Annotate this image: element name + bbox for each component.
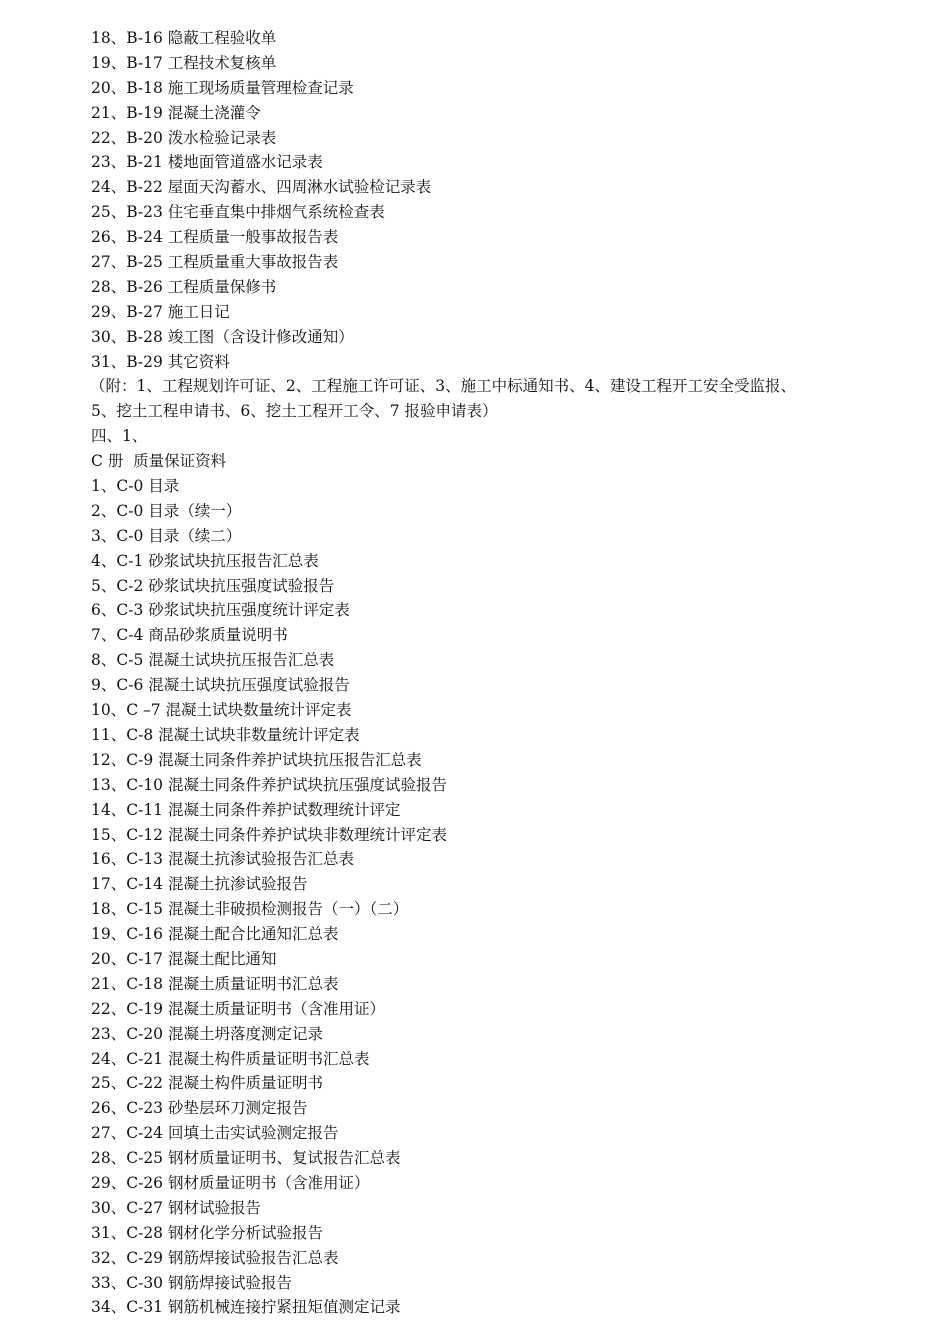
list-item: 27、C-24 回填土击实试验测定报告 <box>91 1124 339 1143</box>
list-item: 23、C-20 混凝土坍落度测定记录 <box>91 1024 323 1043</box>
list-item: 24、B-22 屋面天沟蓄水、四周淋水试验检记录表 <box>91 178 432 197</box>
list-item: 28、C-25 钢材质量证明书、复试报告汇总表 <box>91 1149 401 1168</box>
list-item: 29、B-27 施工日记 <box>91 302 230 321</box>
list-item: 19、B-17 工程技术复核单 <box>91 53 277 72</box>
list-item: 23、B-21 楼地面管道盛水记录表 <box>91 153 323 172</box>
list-item: 14、C-11 混凝土同条件养护试数理统计评定 <box>91 800 401 819</box>
list-item: 19、C-16 混凝土配合比通知汇总表 <box>91 925 339 944</box>
list-item: 15、C-12 混凝土同条件养护试块非数理统计评定表 <box>91 825 447 844</box>
list-item: 34、C-31 钢筋机械连接拧紧扭矩值测定记录 <box>91 1298 401 1317</box>
list-item: 21、B-19 混凝土浇灌令 <box>91 103 261 122</box>
list-item: 20、C-17 混凝土配比通知 <box>91 949 277 968</box>
list-item: 7、C-4 商品砂浆质量说明书 <box>91 626 288 645</box>
list-item: 18、B-16 隐蔽工程验收单 <box>91 29 277 47</box>
list-item: 26、B-24 工程质量一般事故报告表 <box>91 228 339 247</box>
list-item: 21、C-18 混凝土质量证明书汇总表 <box>91 974 339 993</box>
list-item: 30、C-27 钢材试验报告 <box>91 1198 261 1217</box>
list-item: 2、C-0 目录（续一） <box>91 501 242 520</box>
list-item: 28、B-26 工程质量保修书 <box>91 277 277 296</box>
list-item: 4、C-1 砂浆试块抗压报告汇总表 <box>91 551 319 570</box>
list-item: 20、B-18 施工现场质量管理检查记录 <box>91 78 354 97</box>
list-item: 30、B-28 竣工图（含设计修改通知） <box>91 327 354 346</box>
document-body <box>91 26 891 1320</box>
appendix-note-continued: 5、挖土工程申请书、6、挖土工程开工令、7 报验申请表） <box>91 402 498 421</box>
list-item: 8、C-5 混凝土试块抗压报告汇总表 <box>91 651 335 670</box>
list-item: 31、C-28 钢材化学分析试验报告 <box>91 1223 323 1242</box>
list-item: 10、C –7 混凝土试块数量统计评定表 <box>91 701 352 720</box>
list-item: 12、C-9 混凝土同条件养护试块抗压报告汇总表 <box>91 750 422 769</box>
list-item: 11、C-8 混凝土试块非数量统计评定表 <box>91 725 360 744</box>
appendix-note: （附：1、工程规划许可证、2、工程施工许可证、3、施工中标通知书、4、建设工程开工安全受监报、 <box>90 377 796 396</box>
list-item: 25、B-23 住宅垂直集中排烟气系统检查表 <box>91 203 385 222</box>
list-item: 26、C-23 砂垫层环刀测定报告 <box>91 1099 308 1118</box>
list-item: 18、C-15 混凝土非破损检测报告（一）（二） <box>91 900 409 919</box>
list-item: 22、B-20 泼水检验记录表 <box>91 128 277 147</box>
list-item: 27、B-25 工程质量重大事故报告表 <box>91 253 339 272</box>
list-item: 25、C-22 混凝土构件质量证明书 <box>91 1074 323 1093</box>
list-item: 9、C-6 混凝土试块抗压强度试验报告 <box>91 676 350 695</box>
list-item: 3、C-0 目录（续二） <box>91 526 242 545</box>
list-item: 5、C-2 砂浆试块抗压强度试验报告 <box>91 576 335 595</box>
list-item: 17、C-14 混凝土抗渗试验报告 <box>91 875 308 894</box>
list-item: 13、C-10 混凝土同条件养护试块抗压强度试验报告 <box>91 775 447 794</box>
list-item: 33、C-30 钢筋焊接试验报告 <box>91 1273 292 1292</box>
list-item: 22、C-19 混凝土质量证明书（含准用证） <box>91 999 385 1018</box>
list-item: 31、B-29 其它资料 <box>91 352 230 371</box>
section-heading: C 册 质量保证资料 <box>91 452 227 471</box>
list-item: 32、C-29 钢筋焊接试验报告汇总表 <box>91 1248 339 1267</box>
list-item: 29、C-26 钢材质量证明书（含准用证） <box>91 1173 370 1192</box>
list-item: 24、C-21 混凝土构件质量证明书汇总表 <box>91 1049 370 1068</box>
list-item: 16、C-13 混凝土抗渗试验报告汇总表 <box>91 850 354 869</box>
list-item: 1、C-0 目录 <box>91 477 180 496</box>
list-item: 6、C-3 砂浆试块抗压强度统计评定表 <box>91 601 350 620</box>
section-number: 四、1、 <box>91 427 148 446</box>
